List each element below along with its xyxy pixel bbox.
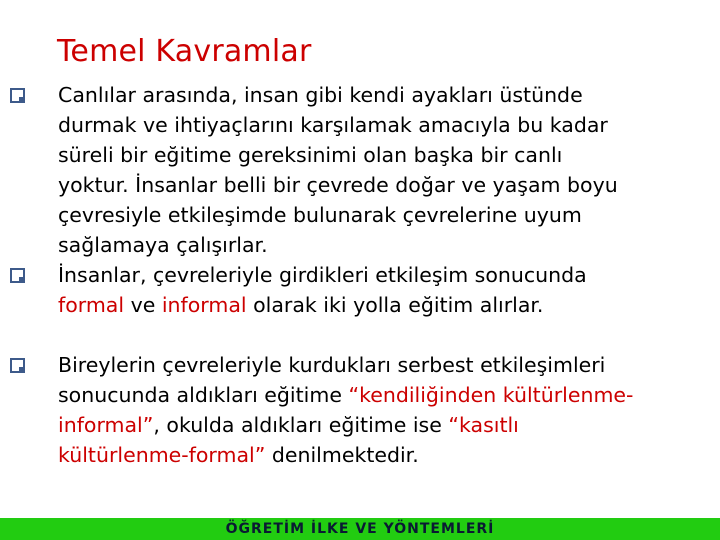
bullet-text-line xyxy=(58,410,720,440)
emphasis-quote: kültürlenme-formal” xyxy=(58,443,266,467)
slide-title: Temel Kavramlar xyxy=(57,34,312,69)
checkbox-bullet-icon xyxy=(10,88,25,103)
bullet-text-line: yoktur. İnsanlar belli bir çevrede doğar ve yaşam boyu xyxy=(58,173,618,197)
bullet-text-line xyxy=(58,290,720,320)
text-segment: ve xyxy=(124,293,162,317)
bullet-item xyxy=(0,350,720,470)
text-segment: olarak iki yolla eğitim alırlar. xyxy=(246,293,544,317)
bullet-text-line xyxy=(58,440,720,470)
footer-bar xyxy=(0,518,720,540)
bullet-text-line: İnsanlar, çevreleriyle girdikleri etkileşim sonucunda xyxy=(58,263,587,287)
bullet-text-line: durmak ve ihtiyaçlarını karşılamak amacıyla bu kadar xyxy=(58,113,608,137)
text-segment: , okulda aldıkları eğitime ise xyxy=(153,413,449,437)
emphasis-quote: “kendiliğinden kültürlenme- xyxy=(348,383,634,407)
emphasis-formal: formal xyxy=(58,293,125,317)
checkbox-bullet-icon xyxy=(10,268,25,283)
checkbox-bullet-icon xyxy=(10,358,25,373)
bullet-text-line: Bireylerin çevreleriyle kurdukları serbest etkileşimleri xyxy=(58,353,606,377)
emphasis-quote: “kasıtlı xyxy=(448,413,519,437)
bullet-item xyxy=(0,260,720,320)
footer-label: ÖĞRETİM İLKE VE YÖNTEMLERİ xyxy=(225,521,495,537)
bullet-text-line: süreli bir eğitime gereksinimi olan başka bir canlı xyxy=(58,143,563,167)
text-segment: denilmektedir. xyxy=(265,443,419,467)
bullet-text-line xyxy=(58,380,720,410)
text-segment: sonucunda aldıkları eğitime xyxy=(58,383,349,407)
emphasis-informal: informal xyxy=(161,293,247,317)
bullet-text-line: sağlamaya çalışırlar. xyxy=(58,233,268,257)
slide-content xyxy=(0,80,720,470)
bullet-text-line: çevresiyle etkileşimde bulunarak çevrelerine uyum xyxy=(58,203,582,227)
bullet-text-line: Canlılar arasında, insan gibi kendi ayakları üstünde xyxy=(58,83,583,107)
bullet-item xyxy=(0,80,720,260)
emphasis-quote: informal” xyxy=(58,413,154,437)
